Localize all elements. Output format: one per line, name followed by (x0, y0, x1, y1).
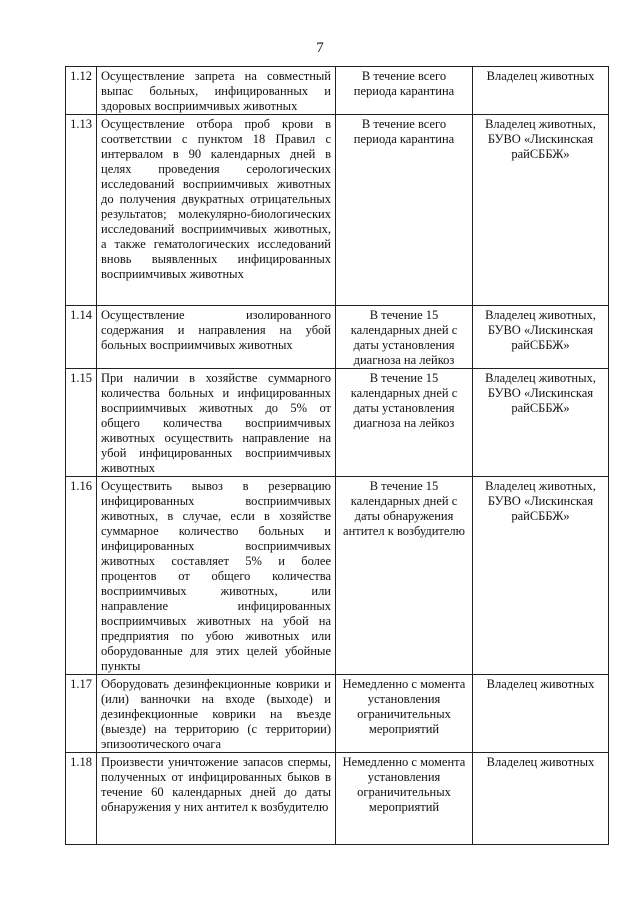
row-number: 1.13 (66, 115, 97, 306)
table-row (66, 753, 609, 845)
row-number: 1.17 (66, 675, 97, 753)
row-responsible: Владелец животных, БУВО «Лискинская райСББЖ» (473, 477, 609, 675)
table-row (66, 369, 609, 477)
page-number: 7 (316, 40, 324, 56)
row-action: Осуществление запрета на совместный выпас больных, инфицированных и здоровых восприимчивых животных (97, 67, 336, 115)
row-responsible: Владелец животных, БУВО «Лискинская райСББЖ» (473, 115, 609, 306)
row-action: При наличии в хозяйстве суммарного количества больных и инфицированных восприимчивых животных до 5% от общего количества восприимчивых животных осуществить направление на убой инфицированных восприимчивых животных (97, 369, 336, 477)
row-responsible: Владелец животных, БУВО «Лискинская райСББЖ» (473, 369, 609, 477)
row-action: Оборудовать дезинфекционные коврики и (или) ванночки на входе (выходе) и дезинфекционные коврики на въезде (выезде) на территорию (с территории) эпизоотического очага (97, 675, 336, 753)
row-term: Немедленно с момента установления ограничительных мероприятий (336, 675, 473, 753)
row-number: 1.15 (66, 369, 97, 477)
row-term: В течение всего периода карантина (336, 67, 473, 115)
table-row (66, 675, 609, 753)
row-responsible: Владелец животных (473, 67, 609, 115)
row-action: Произвести уничтожение запасов спермы, полученных от инфицированных быков в течение 60 календарных дней до даты обнаружения у них антител к возбудителю (97, 753, 336, 845)
row-term: В течение 15 календарных дней с даты установления диагноза на лейкоз (336, 369, 473, 477)
table-row (66, 306, 609, 369)
row-responsible: Владелец животных (473, 675, 609, 753)
row-number: 1.18 (66, 753, 97, 845)
row-action: Осуществление изолированного содержания и направления на убой больных восприимчивых животных (97, 306, 336, 369)
measures-table-body (66, 67, 609, 845)
row-action: Осуществление отбора проб крови в соответствии с пунктом 18 Правил с интервалом в 90 календарных дней в целях проведения серологических исследований восприимчивых животных до получения двукратных отрицательных результатов; молекулярно-биологических исследований восприимчивых животных, а также гематологических исследований вновь выявленных инфицированных восприимчивых животных (97, 115, 336, 306)
row-term: В течение всего периода карантина (336, 115, 473, 306)
table-row (66, 115, 609, 306)
row-term: В течение 15 календарных дней с даты обнаружения антител к возбудителю (336, 477, 473, 675)
row-term: В течение 15 календарных дней с даты установления диагноза на лейкоз (336, 306, 473, 369)
row-action: Осуществить вывоз в резервацию инфицированных восприимчивых животных, в случае, если в хозяйстве суммарное количество больных и инфицированных восприимчивых животных составляет 5% и более процентов от общего количества восприимчивых животных, или направление инфицированных восприимчивых животных на убой на предприятия по убою животных или оборудованные для этих целей убойные пункты (97, 477, 336, 675)
measures-table (65, 66, 609, 845)
row-responsible: Владелец животных, БУВО «Лискинская райСББЖ» (473, 306, 609, 369)
table-row (66, 67, 609, 115)
row-term: Немедленно с момента установления ограничительных мероприятий (336, 753, 473, 845)
row-responsible: Владелец животных (473, 753, 609, 845)
table-row (66, 477, 609, 675)
row-number: 1.12 (66, 67, 97, 115)
row-number: 1.16 (66, 477, 97, 675)
row-number: 1.14 (66, 306, 97, 369)
page-bottom-margin (0, 890, 640, 905)
